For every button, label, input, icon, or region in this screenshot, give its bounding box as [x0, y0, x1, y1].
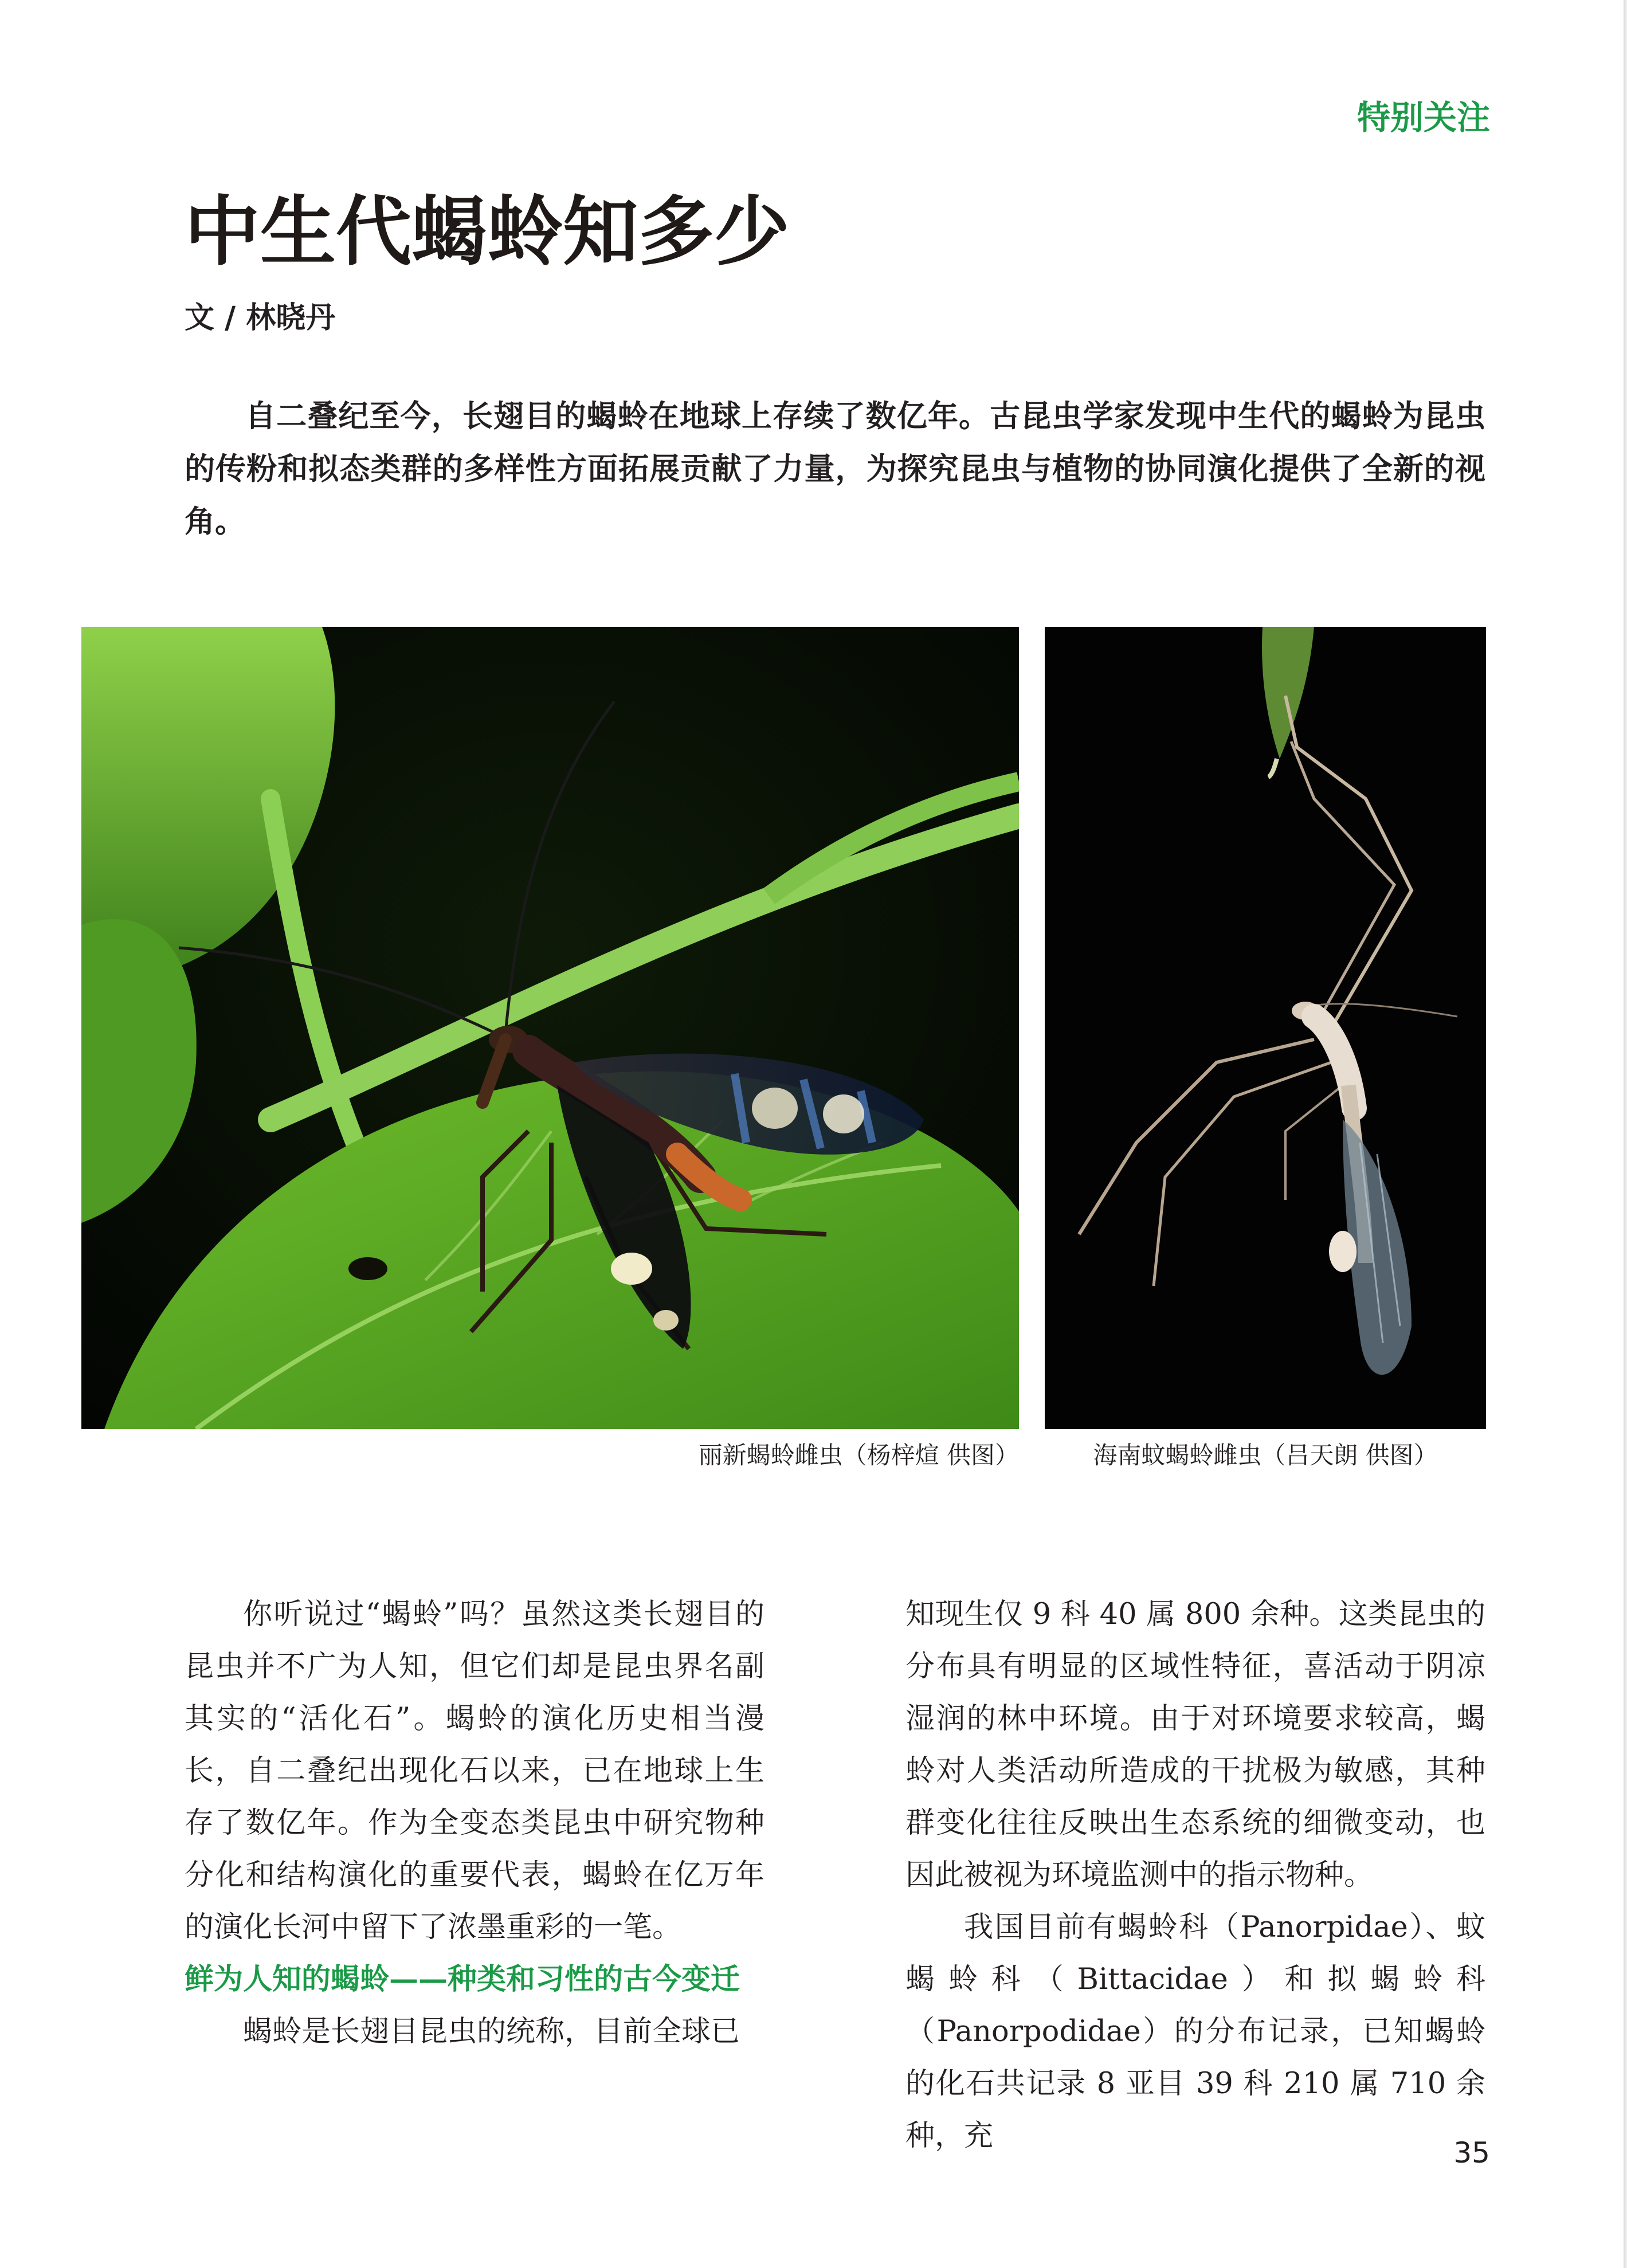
page-edge — [1624, 0, 1627, 2268]
body-column-left — [185, 1588, 765, 2058]
figure-caption-left: 丽新蝎蛉雌虫（杨梓煊 供图） — [698, 1441, 1019, 1469]
body-paragraph: 你听说过“蝎蛉”吗？虽然这类长翅目的昆虫并不广为人知，但它们却是昆虫界名副其实的“活化石”。蝎蛉的演化历史相当漫长，自二叠纪出现化石以来，已在地球上生存了数亿年。作为全变态类昆虫中研究物种分化和结构演化的重要代表，蝎蛉在亿万年的演化长河中留下了浓墨重彩的一笔。 — [185, 1598, 765, 1944]
body-paragraph: 我国目前有蝎蛉科（Panorpidae）、蚊蝎蛉科（Bittacidae）和拟蝎蛉科（Panorpodidae）的分布记录，已知蝎蛉的化石共记录 8 亚目 39 科 210 属 710 余种，充 — [905, 1910, 1485, 2153]
photo-hangingfly — [1045, 627, 1486, 1429]
body-paragraph: 知现生仅 9 科 40 属 800 余种。这类昆虫的分布具有明显的区域性特征，喜活动于阴凉湿润的林中环境。由于对环境要求较高，蝎蛉对人类活动所造成的干扰极为敏感，其种群变化往往反映出生态系统的细微变动，也因此被视为环境监测中的指示物种。 — [905, 1598, 1485, 1892]
photo-scorpionfly-on-leaf — [81, 627, 1019, 1429]
body-column-right — [905, 1588, 1485, 2162]
section-tag: 特别关注 — [1357, 98, 1490, 137]
figure-caption-right: 海南蚊蝎蛉雌虫（吕天朗 供图） — [1093, 1441, 1438, 1469]
scorpionfly-illustration — [81, 627, 1019, 1429]
article-lead: 自二叠纪至今，长翅目的蝎蛉在地球上存续了数亿年。古昆虫学家发现中生代的蝎蛉为昆虫的传粉和拟态类群的多样性方面拓展贡献了力量，为探究昆虫与植物的协同演化提供了全新的视角。 — [185, 398, 1485, 539]
body-paragraph: 蝎蛉是长翅目昆虫的统称，目前全球已 — [243, 2015, 740, 2049]
section-subheading: 鲜为人知的蝎蛉——种类和习性的古今变迁 — [185, 1962, 740, 1996]
page-number: 35 — [1453, 2136, 1490, 2169]
article-byline: 文 / 林晓丹 — [185, 300, 336, 335]
article-title: 中生代蝎蛉知多少 — [185, 188, 790, 276]
hangingfly-illustration — [1045, 627, 1486, 1429]
